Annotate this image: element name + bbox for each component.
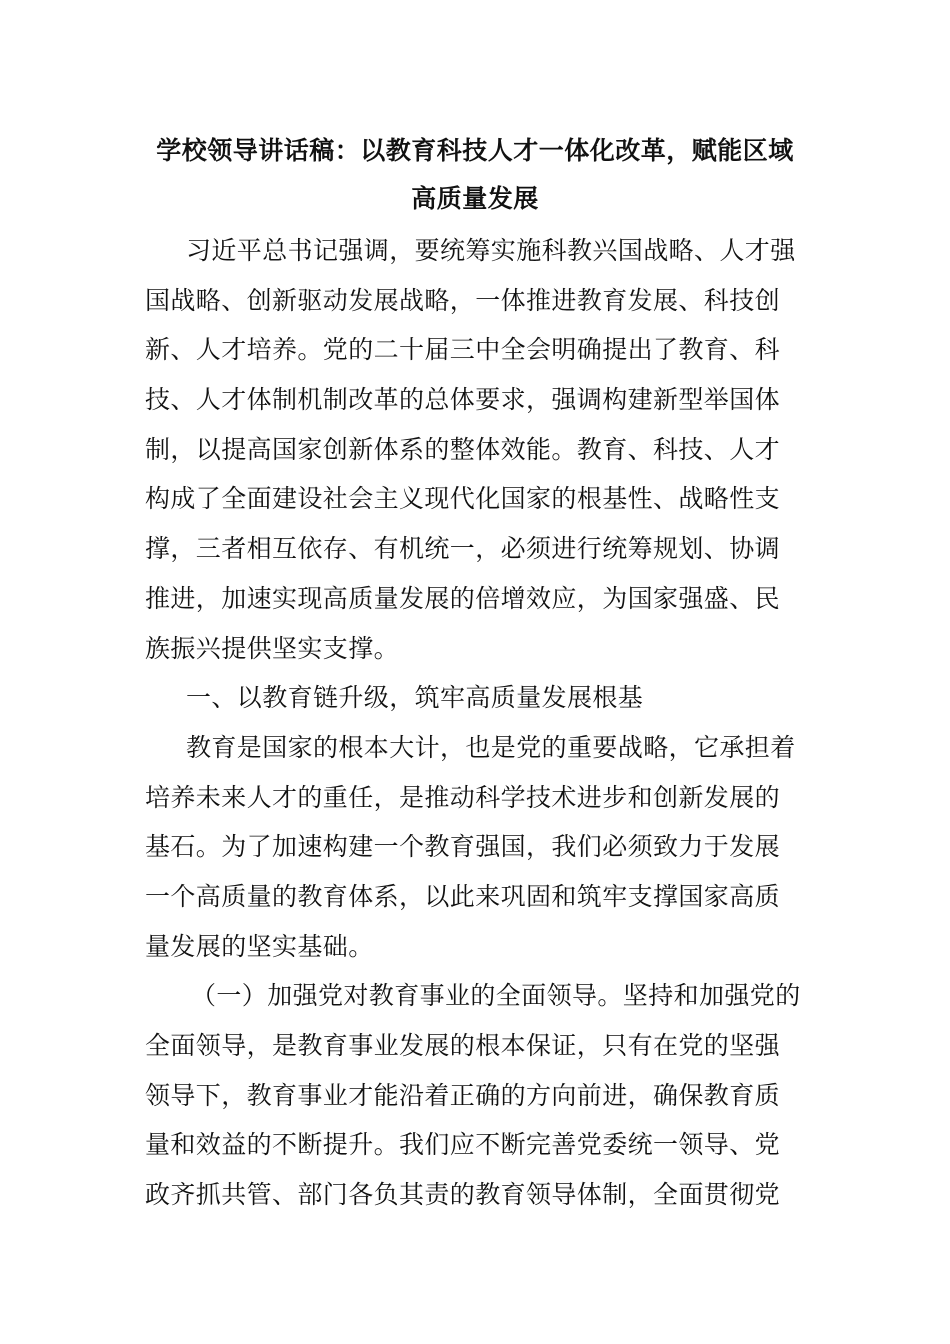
document-title-line-2: 高质量发展 [411, 184, 539, 213]
paragraph-line: 构成了全面建设社会主义现代化国家的根基性、战略性支 [145, 484, 781, 514]
paragraph-line: 习近平总书记强调，要统筹实施科教兴国战略、人才强 [186, 236, 796, 265]
paragraph-line: 基石。为了加速构建一个教育强国，我们必须致力于发展 [145, 832, 781, 862]
paragraph-line: 培养未来人才的重任，是推动科学技术进步和创新发展的 [145, 782, 781, 812]
subsection-line: （一）加强党对教育事业的全面领导。坚持和加强党的 [191, 981, 801, 1011]
document-title-line-1: 学校领导讲话稿：以教育科技人才一体化改革，赋能区域 [156, 136, 794, 165]
paragraph-line: 一个高质量的教育体系，以此来巩固和筑牢支撑国家高质 [145, 881, 781, 911]
document-body [145, 231, 805, 1225]
paragraph-line: 技、人才体制机制改革的总体要求，强调构建新型举国体 [145, 385, 781, 415]
paragraph-line: 族振兴提供坚实支撑。 [145, 633, 400, 663]
paragraph-line: 政齐抓共管、部门各负其责的教育领导体制，全面贯彻党 [145, 1180, 781, 1210]
paragraph-line: 国战略、创新驱动发展战略，一体推进教育发展、科技创 [145, 285, 781, 315]
paragraph-line: 领导下，教育事业才能沿着正确的方向前进，确保教育质 [145, 1080, 781, 1110]
paragraph-line: 量和效益的不断提升。我们应不断完善党委统一领导、党 [145, 1130, 781, 1160]
paragraph-line: 制，以提高国家创新体系的整体效能。教育、科技、人才 [145, 434, 781, 464]
paragraph-line: 量发展的坚实基础。 [145, 931, 374, 961]
paragraph-line: 撑，三者相互依存、有机统一，必须进行统筹规划、协调 [145, 534, 781, 564]
paragraph-line: 教育是国家的根本大计，也是党的重要战略，它承担着 [186, 732, 796, 762]
paragraph-line: 全面领导，是教育事业发展的根本保证，只有在党的坚强 [145, 1031, 781, 1060]
paragraph-line: 推进，加速实现高质量发展的倍增效应，为国家强盛、民 [145, 583, 781, 613]
paragraph-line: 新、人才培养。党的二十届三中全会明确提出了教育、科 [145, 335, 781, 365]
section-heading: 一、以教育链升级，筑牢高质量发展根基 [186, 683, 644, 713]
